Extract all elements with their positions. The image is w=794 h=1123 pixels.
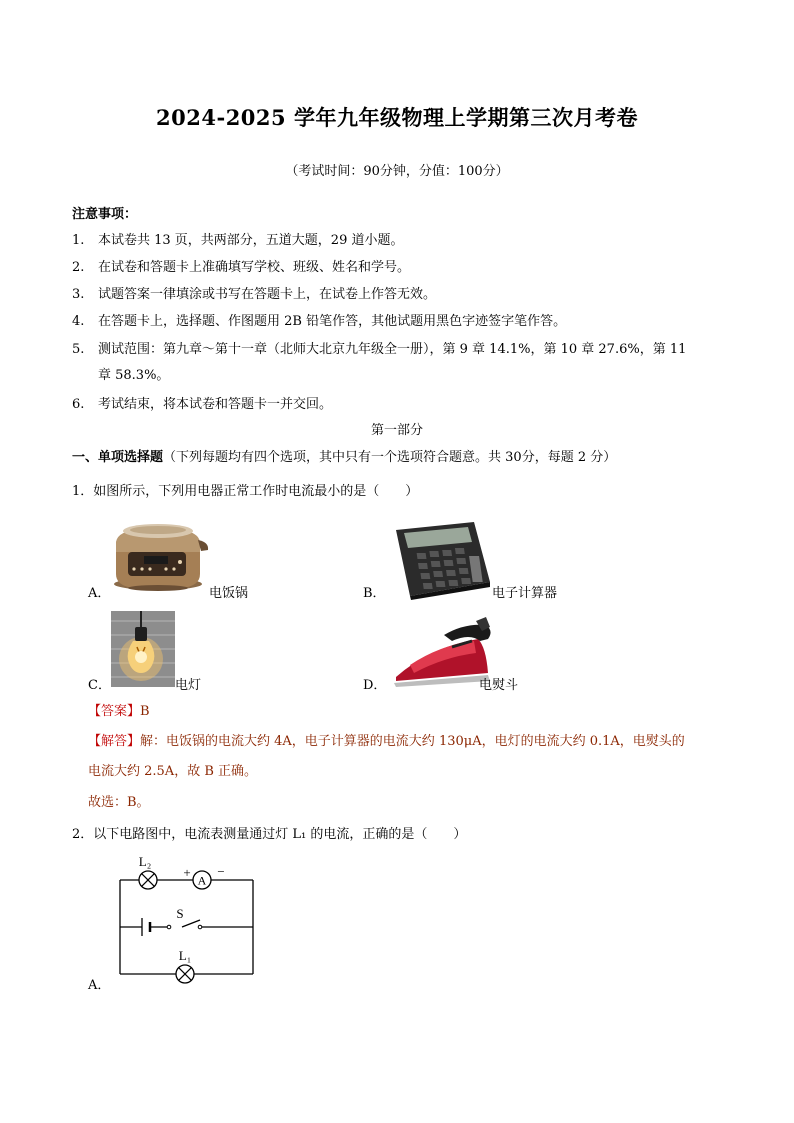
conclusion-line: 故选：B。 [88, 795, 150, 810]
notice-item: 3. 试题答案一律填涂或书写在答题卡上，在试卷上作答无效。 [72, 287, 437, 302]
option-d-letter: D． [363, 678, 387, 693]
option-c-letter: C． [88, 678, 111, 693]
switch-contact [198, 925, 202, 929]
analysis-line-2: 电流大约 2.5A，故 B 正确。 [88, 764, 258, 779]
ammeter-plus: + [183, 865, 191, 880]
notice-item: 2. 在试卷和答题卡上准确填写学校、班级、姓名和学号。 [72, 260, 411, 275]
analysis-tag: 【解答】 [88, 734, 141, 749]
analysis-line-1: 【解答】解：电饭锅的电流大约 4A，电子计算器的电流大约 130μA，电灯的电流大约 0.1A，电熨头的 [88, 734, 685, 749]
lamp-l1-label: L₁ [178, 948, 192, 963]
option-d-label: 电熨斗 [479, 678, 519, 693]
notice-item-continuation: 章 58.3%。 [98, 368, 170, 383]
page-title: 2024-2025 学年九年级物理上学期第三次月考卷 [156, 105, 638, 130]
rice-cooker-icon [110, 518, 210, 592]
switch-label: S [176, 906, 184, 921]
lamp-l1-icon [176, 965, 194, 983]
answer-tag: 【答案】 [88, 704, 141, 719]
notice-item: 6. 考试结束，将本试卷和答题卡一并交回。 [72, 397, 333, 412]
question-2-stem: 2．以下电路图中，电流表测量通过灯 L₁ 的电流，正确的是（ ） [72, 827, 467, 842]
notice-item: 1. 本试卷共 13 页，共两部分，五道大题，29 道小题。 [72, 233, 404, 248]
circuit-diagram [112, 850, 262, 990]
calculator-icon [388, 520, 492, 600]
exam-info: （考试时间：90分钟，分值：100分） [285, 164, 509, 179]
notice-item: 5. 测试范围：第九章～第十一章（北师大北京九年级全一册），第 9 章 14.1%，第 10 章 27.6%，第 11 [72, 342, 687, 357]
part-heading: 第一部分 [370, 423, 423, 438]
answer-line [88, 703, 150, 721]
option-c-label: 电灯 [175, 678, 202, 693]
answer-value: B [140, 704, 150, 719]
question-2-option-a: A． [88, 978, 111, 993]
notice-item: 4. 在答题卡上，选择题、作图题用 2B 铅笔作答，其他试题用黑色字迹签字笔作答。 [72, 314, 567, 329]
option-b-letter: B． [363, 586, 386, 601]
option-b-label: 电子计算器 [492, 586, 558, 601]
lamp-l2-label: L₂ [138, 854, 152, 869]
light-bulb-icon [111, 611, 175, 687]
section-heading: 一、单项选择题（下列每题均有四个选项，其中只有一个选项符合题意。共 30分，每题 2 分） [72, 450, 617, 465]
option-a-letter: A． [88, 586, 111, 601]
option-a-label: 电饭锅 [209, 586, 249, 601]
lamp-l2-icon [139, 871, 157, 889]
question-1-stem: 1．如图所示，下列用电器正常工作时电流最小的是（ ） [72, 484, 419, 499]
ammeter-minus: − [217, 864, 225, 879]
notice-heading: 注意事项： [72, 207, 138, 222]
ammeter-label: A [197, 873, 207, 888]
switch-contact [167, 925, 171, 929]
